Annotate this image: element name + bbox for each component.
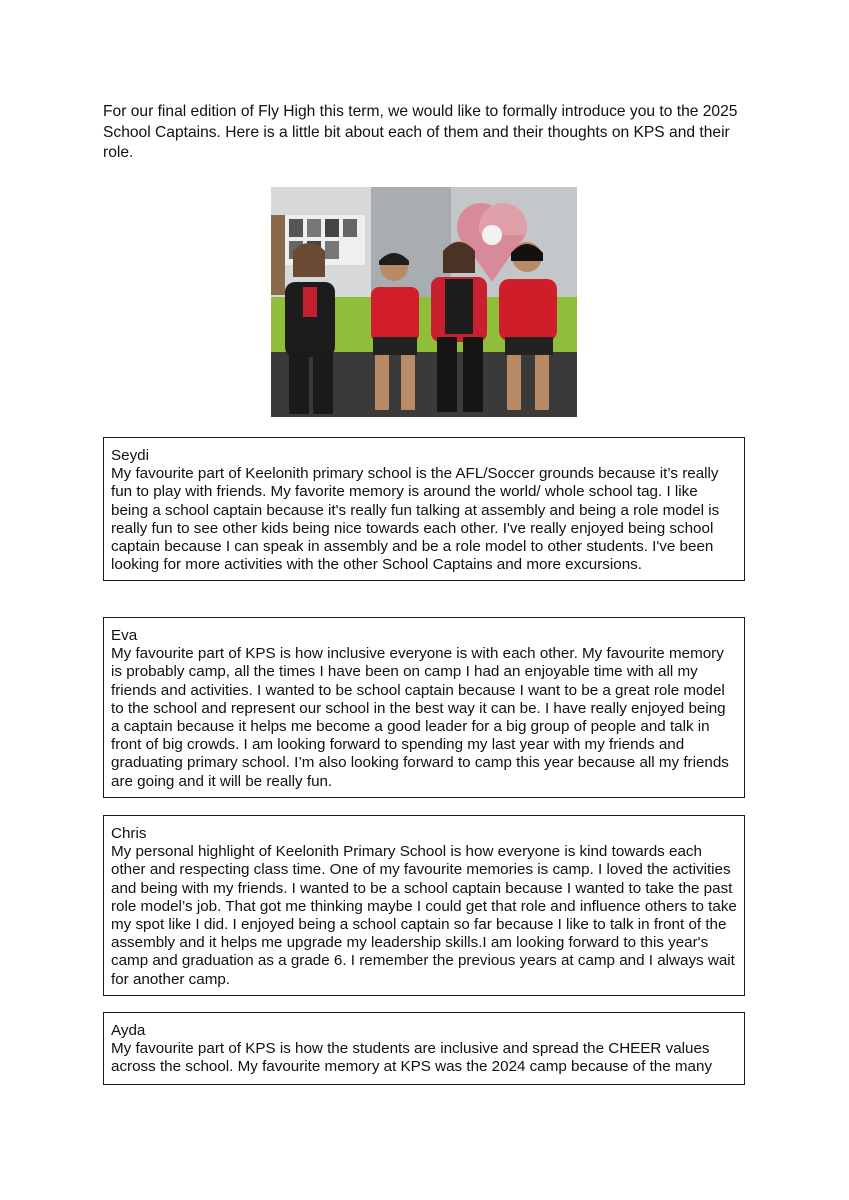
captain-card-chris <box>103 815 745 996</box>
captain-statement: My favourite part of KPS is how inclusive everyone is with each other. My favourite memory is probably camp, all the times I have been on camp I had an enjoyable time with all my friends and activities. I wanted to be school captain because I want to be a great role model to the school and represent our school in the best way it can be. I have really enjoyed being a captain because it helps me become a good leader for a big group of people and talk in front of big crowds. I am looking forward to spending my last year with my friends and graduating primary school. I’m also looking forward to camp this year because all my friends are going and it will be really fun. <box>111 645 729 790</box>
captain-card-ayda <box>103 1012 745 1085</box>
captain-name: Chris <box>111 825 147 842</box>
captain-statement: My favourite part of Keelonith primary school is the AFL/Soccer grounds because it’s really fun to play with friends. My favorite memory is around the world/ whole school tag. I like being a school captain because it's really fun talking at assembly and being a role model is really fun to see other kids being nice towards each other. I've really enjoyed being school captain because I can speak in assembly and be a role model to other students. I've been looking for more activities with the other School Captains and more excursions. <box>111 465 720 574</box>
captain-name: Seydi <box>111 447 149 464</box>
intro-paragraph: For our final edition of Fly High this term, we would like to formally introduce you to the 2025 School Captains. Here is a little bit about each of them and their thoughts on KPS and their role. <box>103 103 738 161</box>
captain-statement: My favourite part of KPS is how the students are inclusive and spread the CHEER values across the school. My favourite memory at KPS was the 2024 camp because of the many <box>111 1040 713 1076</box>
captain-statement: My personal highlight of Keelonith Primary School is how everyone is kind towards each other and respecting class time. One of my favourite memories is camp. I loved the activities and being with my friends. I wanted to be a school captain because I wanted to take the past role model’s job. That got me thinking maybe I could get that role and influence others to take my spot like I did. I enjoyed being a school captain so far because I like to talk in front of the assembly and it helps me upgrade my leadership skills.I am looking forward to this year's camp and graduation as a grade 6. I remember the previous years at camp and I always wait for another camp. <box>111 843 737 988</box>
school-captains-photo <box>271 187 577 417</box>
captain-card-eva <box>103 617 745 798</box>
captain-card-seydi <box>103 437 745 581</box>
captain-name: Eva <box>111 627 138 644</box>
captain-name: Ayda <box>111 1022 146 1039</box>
